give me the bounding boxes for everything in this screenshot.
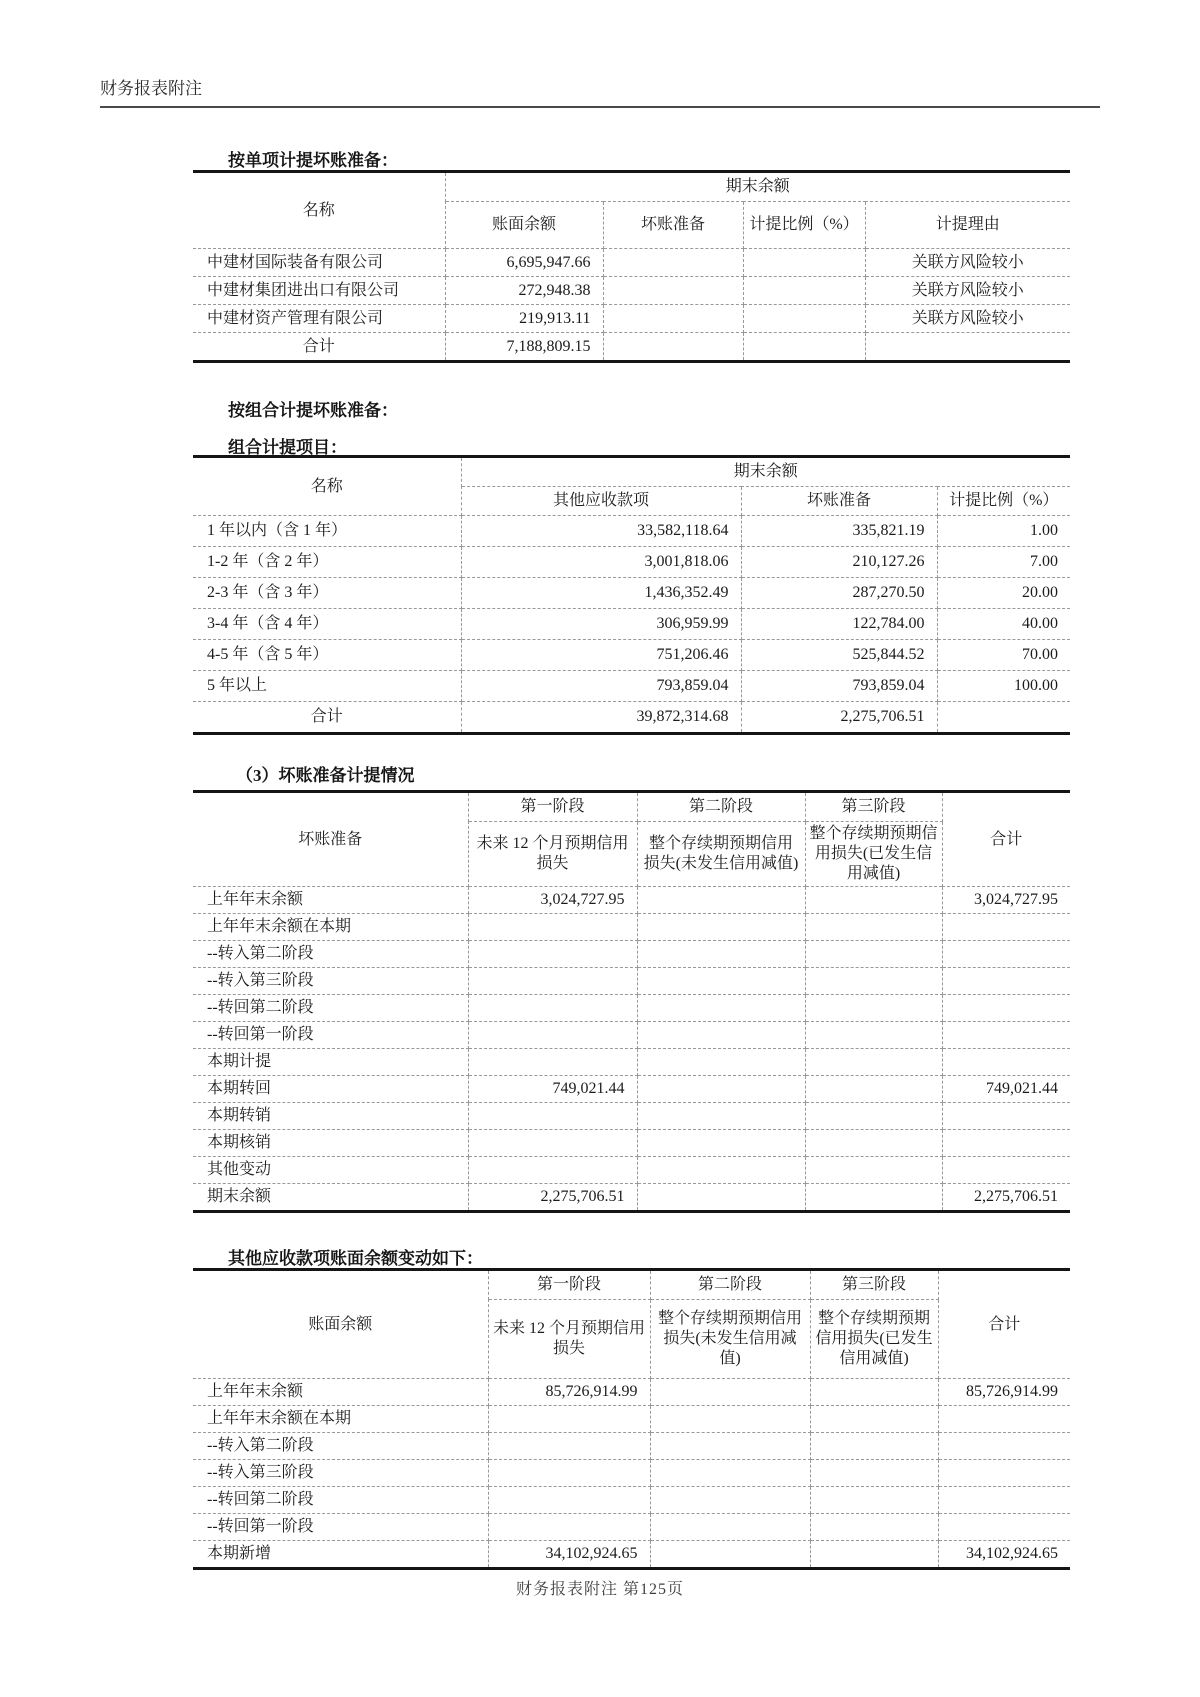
row-label-cell: 上年年末余额在本期: [193, 1406, 488, 1433]
row-label-cell: 5 年以上: [193, 671, 461, 702]
section-subtitle-portfolio-items: 组合计提项目：: [228, 438, 347, 457]
table-row: [193, 578, 1070, 609]
section-title-carrying-amount-movement: 其他应收款项账面余额变动如下：: [228, 1249, 483, 1268]
portfolio-provision-table: [193, 455, 1070, 735]
row-label-cell: 期末余额: [193, 1184, 468, 1212]
value-cell: [743, 305, 865, 333]
column-header-bad-debt-provision: 坏账准备: [741, 487, 937, 516]
column-subheader-lifetime-ecl-not-impaired: 整个存续期预期信用损失(未发生信用减值): [650, 1300, 810, 1379]
table-header: [193, 457, 1070, 516]
column-subheader-lifetime-ecl-impaired: 整个存续期预期信用损失(已发生信用减值): [810, 1300, 938, 1379]
value-cell: [938, 1460, 1070, 1487]
column-header-stage-3: 第三阶段: [810, 1270, 938, 1300]
value-cell: [743, 277, 865, 305]
table-body: [193, 516, 1070, 702]
value-cell: [637, 887, 805, 914]
value-cell: 210,127.26: [741, 547, 937, 578]
table-row: [193, 1460, 1070, 1487]
value-cell: [942, 1157, 1070, 1184]
table-header: [193, 1270, 1070, 1379]
value-cell: [942, 968, 1070, 995]
value-cell: [637, 1103, 805, 1130]
value-cell: 1,436,352.49: [461, 578, 741, 609]
value-cell: [637, 1076, 805, 1103]
value-cell: [743, 333, 865, 362]
value-cell: [810, 1379, 938, 1406]
row-label-cell: 其他变动: [193, 1157, 468, 1184]
value-cell: 7,188,809.15: [445, 333, 603, 362]
row-label-cell: --转入第三阶段: [193, 968, 468, 995]
value-cell: 1.00: [937, 516, 1070, 547]
value-cell: [650, 1406, 810, 1433]
column-header-name: 名称: [193, 172, 445, 249]
table-row: [193, 277, 1070, 305]
value-cell: [805, 1157, 942, 1184]
table-body: [193, 887, 1070, 1212]
value-cell: 219,913.11: [445, 305, 603, 333]
carrying-amount-movement-table: [193, 1268, 1070, 1570]
table-total-section: [193, 702, 1070, 734]
table-row: [193, 1130, 1070, 1157]
column-header-other-receivables: 其他应收款项: [461, 487, 741, 516]
table-row: [193, 1379, 1070, 1406]
value-cell: 793,859.04: [741, 671, 937, 702]
value-cell: 20.00: [937, 578, 1070, 609]
column-header-total: 合计: [942, 792, 1070, 887]
value-cell: 749,021.44: [942, 1076, 1070, 1103]
value-cell: [942, 995, 1070, 1022]
table-row: [193, 995, 1070, 1022]
value-cell: 306,959.99: [461, 609, 741, 640]
value-cell: 2,275,706.51: [741, 702, 937, 734]
value-cell: 2,275,706.51: [942, 1184, 1070, 1212]
column-header-provision-reason: 计提理由: [865, 202, 1070, 249]
value-cell: 85,726,914.99: [938, 1379, 1070, 1406]
value-cell: [637, 968, 805, 995]
value-cell: [942, 941, 1070, 968]
value-cell: [650, 1487, 810, 1514]
value-cell: [603, 249, 743, 277]
value-cell: [468, 1103, 637, 1130]
section-title-provision-movement: （3）坏账准备计提情况: [236, 766, 415, 785]
value-cell: [488, 1487, 650, 1514]
table-row: [193, 1541, 1070, 1569]
row-label-cell: --转回第二阶段: [193, 995, 468, 1022]
value-cell: [488, 1433, 650, 1460]
table-row: [193, 1514, 1070, 1541]
row-label-cell: 中建材集团进出口有限公司: [193, 277, 445, 305]
value-cell: [805, 1049, 942, 1076]
value-cell: [810, 1433, 938, 1460]
value-cell: [805, 1184, 942, 1212]
value-cell: [805, 968, 942, 995]
value-cell: [810, 1541, 938, 1569]
column-group-header-closing-balance: 期末余额: [445, 172, 1070, 202]
row-label-cell: 本期新增: [193, 1541, 488, 1569]
value-cell: 6,695,947.66: [445, 249, 603, 277]
column-subheader-lifetime-ecl-not-impaired: 整个存续期预期信用损失(未发生信用减值): [637, 822, 805, 887]
row-label-cell: 本期转回: [193, 1076, 468, 1103]
value-cell: [942, 1130, 1070, 1157]
value-cell: [637, 995, 805, 1022]
value-cell: [743, 249, 865, 277]
column-subheader-lifetime-ecl-impaired: 整个存续期预期信用损失(已发生信用减值): [805, 822, 942, 887]
value-cell: [488, 1460, 650, 1487]
column-header-stage-2: 第二阶段: [637, 792, 805, 822]
value-cell: [468, 941, 637, 968]
value-cell: 39,872,314.68: [461, 702, 741, 734]
column-header-stage-1: 第一阶段: [488, 1270, 650, 1300]
table-header-row: [193, 172, 1070, 202]
value-cell: [810, 1460, 938, 1487]
column-header-total: 合计: [938, 1270, 1070, 1379]
value-cell: [603, 305, 743, 333]
column-header-bad-debt-provision: 坏账准备: [193, 792, 468, 887]
value-cell: [488, 1514, 650, 1541]
column-header-stage-1: 第一阶段: [468, 792, 637, 822]
value-cell: [637, 1157, 805, 1184]
total-label-cell: 合计: [193, 333, 445, 362]
row-label-cell: 1-2 年（含 2 年）: [193, 547, 461, 578]
column-group-header-closing-balance: 期末余额: [461, 457, 1070, 487]
row-label-cell: 中建材资产管理有限公司: [193, 305, 445, 333]
value-cell: [805, 941, 942, 968]
value-cell: [637, 914, 805, 941]
table-row: [193, 609, 1070, 640]
value-cell: [603, 277, 743, 305]
value-cell: 122,784.00: [741, 609, 937, 640]
column-header-stage-2: 第二阶段: [650, 1270, 810, 1300]
row-label-cell: 上年年末余额: [193, 887, 468, 914]
row-label-cell: 3-4 年（含 4 年）: [193, 609, 461, 640]
value-cell: [805, 995, 942, 1022]
column-subheader-12m-ecl: 未来 12 个月预期信用损失: [488, 1300, 650, 1379]
value-cell: [938, 1487, 1070, 1514]
value-cell: 34,102,924.65: [488, 1541, 650, 1569]
value-cell: [938, 1433, 1070, 1460]
row-label-cell: 本期计提: [193, 1049, 468, 1076]
table-total-row: [193, 333, 1070, 362]
value-cell: [805, 1076, 942, 1103]
table-row: [193, 1022, 1070, 1049]
value-cell: 85,726,914.99: [488, 1379, 650, 1406]
value-cell: 793,859.04: [461, 671, 741, 702]
value-cell: [805, 1103, 942, 1130]
provision-movement-table: [193, 790, 1070, 1213]
value-cell: [805, 1130, 942, 1157]
table-header-row: [193, 792, 1070, 822]
value-cell: 100.00: [937, 671, 1070, 702]
table-header: [193, 172, 1070, 249]
table-row: [193, 671, 1070, 702]
value-cell: [650, 1379, 810, 1406]
value-cell: [865, 333, 1070, 362]
value-cell: [937, 702, 1070, 734]
column-header-provision-ratio: 计提比例（%）: [743, 202, 865, 249]
value-cell: [603, 333, 743, 362]
row-label-cell: 4-5 年（含 5 年）: [193, 640, 461, 671]
section-title-portfolio-provision: 按组合计提坏账准备：: [228, 401, 398, 420]
value-cell: [942, 1022, 1070, 1049]
value-cell: [650, 1460, 810, 1487]
value-cell: 40.00: [937, 609, 1070, 640]
value-cell: 287,270.50: [741, 578, 937, 609]
table-row: [193, 1157, 1070, 1184]
row-label-cell: --转入第二阶段: [193, 1433, 488, 1460]
value-cell: 3,001,818.06: [461, 547, 741, 578]
value-cell: [468, 968, 637, 995]
value-cell: 3,024,727.95: [468, 887, 637, 914]
value-cell: [810, 1514, 938, 1541]
table-total-row: [193, 702, 1070, 734]
value-cell: [650, 1514, 810, 1541]
page-header-title: 财务报表附注: [100, 74, 1100, 108]
value-cell: [942, 1103, 1070, 1130]
value-cell: 关联方风险较小: [865, 305, 1070, 333]
column-header-stage-3: 第三阶段: [805, 792, 942, 822]
table-header: [193, 792, 1070, 887]
column-header-book-balance: 账面余额: [445, 202, 603, 249]
table-row: [193, 914, 1070, 941]
table-row: [193, 1049, 1070, 1076]
value-cell: [942, 914, 1070, 941]
column-header-provision-ratio: 计提比例（%）: [937, 487, 1070, 516]
value-cell: [810, 1487, 938, 1514]
value-cell: [650, 1433, 810, 1460]
table-body: [193, 1379, 1070, 1569]
page-footer: 财务报表附注 第125页: [515, 1581, 684, 1598]
row-label-cell: --转入第二阶段: [193, 941, 468, 968]
value-cell: [938, 1406, 1070, 1433]
value-cell: [810, 1406, 938, 1433]
value-cell: [938, 1514, 1070, 1541]
value-cell: [488, 1406, 650, 1433]
table-row: [193, 305, 1070, 333]
column-subheader-12m-ecl: 未来 12 个月预期信用损失: [468, 822, 637, 887]
value-cell: 749,021.44: [468, 1076, 637, 1103]
column-header-book-balance: 账面余额: [193, 1270, 488, 1379]
row-label-cell: 2-3 年（含 3 年）: [193, 578, 461, 609]
table-row: [193, 1076, 1070, 1103]
total-label-cell: 合计: [193, 702, 461, 734]
row-label-cell: 1 年以内（含 1 年）: [193, 516, 461, 547]
table-row: [193, 516, 1070, 547]
value-cell: 3,024,727.95: [942, 887, 1070, 914]
value-cell: [468, 1049, 637, 1076]
value-cell: 关联方风险较小: [865, 277, 1070, 305]
table-body: [193, 249, 1070, 333]
table-row: [193, 968, 1070, 995]
table-header-row: [193, 457, 1070, 487]
value-cell: [805, 914, 942, 941]
value-cell: 525,844.52: [741, 640, 937, 671]
row-label-cell: 上年年末余额: [193, 1379, 488, 1406]
value-cell: 33,582,118.64: [461, 516, 741, 547]
column-header-bad-debt-provision: 坏账准备: [603, 202, 743, 249]
row-label-cell: --转回第一阶段: [193, 1514, 488, 1541]
table-row: [193, 1184, 1070, 1212]
table-header-row: [193, 1270, 1070, 1300]
value-cell: [468, 1157, 637, 1184]
value-cell: [468, 1022, 637, 1049]
row-label-cell: 上年年末余额在本期: [193, 914, 468, 941]
table-row: [193, 887, 1070, 914]
value-cell: [637, 941, 805, 968]
value-cell: [637, 1049, 805, 1076]
table-row: [193, 1406, 1070, 1433]
table-total-section: [193, 333, 1070, 362]
row-label-cell: --转入第三阶段: [193, 1460, 488, 1487]
table-row: [193, 941, 1070, 968]
value-cell: [805, 887, 942, 914]
value-cell: 70.00: [937, 640, 1070, 671]
value-cell: 7.00: [937, 547, 1070, 578]
column-header-name: 名称: [193, 457, 461, 516]
value-cell: [468, 914, 637, 941]
table-row: [193, 547, 1070, 578]
value-cell: 272,948.38: [445, 277, 603, 305]
value-cell: [942, 1049, 1070, 1076]
row-label-cell: --转回第二阶段: [193, 1487, 488, 1514]
value-cell: 关联方风险较小: [865, 249, 1070, 277]
value-cell: [805, 1022, 942, 1049]
row-label-cell: 中建材国际装备有限公司: [193, 249, 445, 277]
table-row: [193, 1433, 1070, 1460]
value-cell: [637, 1130, 805, 1157]
value-cell: 34,102,924.65: [938, 1541, 1070, 1569]
table-row: [193, 1487, 1070, 1514]
value-cell: [468, 1130, 637, 1157]
row-label-cell: 本期转销: [193, 1103, 468, 1130]
row-label-cell: --转回第一阶段: [193, 1022, 468, 1049]
value-cell: [650, 1541, 810, 1569]
individual-provision-table: [193, 170, 1070, 363]
table-row: [193, 640, 1070, 671]
row-label-cell: 本期核销: [193, 1130, 468, 1157]
value-cell: [468, 995, 637, 1022]
table-row: [193, 249, 1070, 277]
value-cell: [637, 1022, 805, 1049]
table-row: [193, 1103, 1070, 1130]
value-cell: 751,206.46: [461, 640, 741, 671]
value-cell: 2,275,706.51: [468, 1184, 637, 1212]
value-cell: 335,821.19: [741, 516, 937, 547]
value-cell: [637, 1184, 805, 1212]
section-title-individual-provision: 按单项计提坏账准备：: [228, 151, 398, 170]
